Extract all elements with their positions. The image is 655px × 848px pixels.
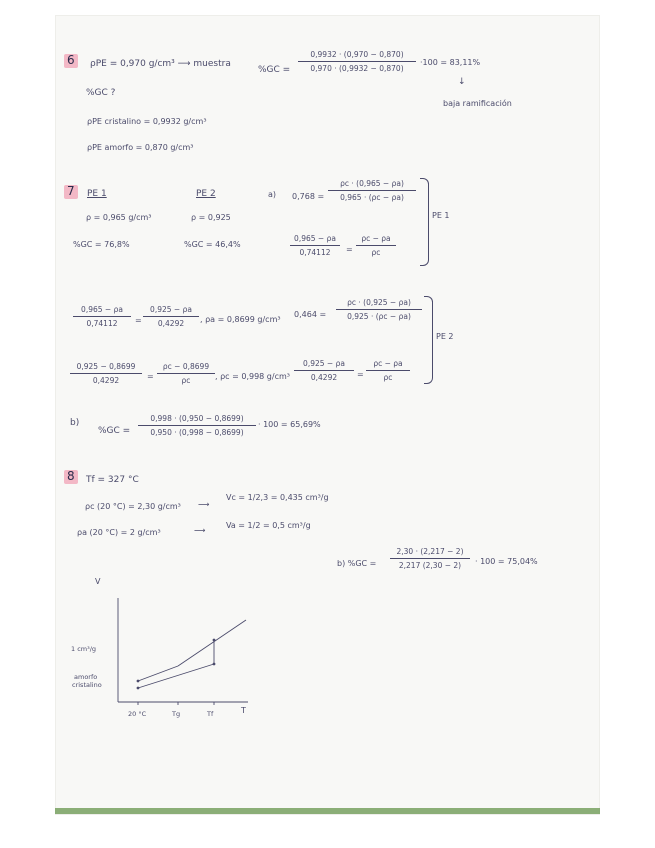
numerator: ρc − ρa (373, 359, 403, 368)
right-arrow-icon: ⟶ (198, 500, 210, 509)
p6-gc-lhs: %GC = (258, 65, 291, 75)
denominator: ρc (383, 373, 393, 382)
graph-x-axis-label: T (241, 706, 246, 715)
p7-r1b-lhs: 0,464 = (294, 310, 327, 319)
p8-vc: Vc = 1/2,3 = 0,435 cm³/g (226, 493, 329, 502)
right-arrow-icon: ⟶ (194, 526, 206, 535)
p6-gc-numerator: 0,9932 · (0,970 − 0,870) (310, 50, 404, 59)
denominator: 0,74112 (86, 319, 118, 328)
numerator: 0,965 − ρa (81, 305, 123, 314)
pe2-title: PE 2 (196, 189, 216, 199)
point-marker (137, 680, 140, 683)
equals-sign: = (357, 370, 364, 379)
crystalline-line (138, 664, 214, 688)
p6-density-crystalline: ρPE cristalino = 0,9932 g/cm³ (87, 117, 207, 126)
graph-label-crystalline: cristalino (72, 681, 102, 689)
pe2-density: ρ = 0,925 (191, 213, 231, 222)
p6-gc-denominator: 0,970 · (0,9932 − 0,870) (310, 64, 404, 73)
denominator: 0,925 · (ρc − ρa) (347, 312, 411, 321)
graph-y-tick: 1 cm³/g (71, 645, 97, 653)
point-marker (137, 687, 140, 690)
part-b-label: b) (70, 418, 80, 428)
p6-density-amorphous: ρPE amorfo = 0,870 g/cm³ (87, 143, 194, 152)
point-marker (213, 663, 216, 666)
equals-sign: = (135, 316, 142, 325)
pe1-density: ρ = 0,965 g/cm³ (86, 213, 152, 222)
amorphous-glassy-line (138, 666, 178, 681)
numerator: ρc · (0,925 − ρa) (347, 298, 411, 307)
p8-rho-amorphous: ρa (20 °C) = 2 g/cm³ (77, 528, 161, 537)
graph-x-tick-tg: Tg (172, 710, 181, 718)
pe1-gc: %GC = 76,8% (73, 240, 130, 249)
graph-y-axis-label: V (95, 577, 101, 586)
p7-a1-numerator: ρc · (0,965 − ρa) (340, 179, 404, 188)
pe2-tag: PE 2 (436, 332, 454, 341)
numerator: 0,925 − 0,8699 (76, 362, 136, 371)
pe1-title: PE 1 (87, 189, 107, 199)
part-a-label: a) (268, 190, 277, 199)
denominator: 0,74112 (299, 248, 331, 257)
denominator: ρc (371, 248, 381, 257)
pe2-gc: %GC = 46,4% (184, 240, 241, 249)
p6-note: baja ramificación (443, 99, 512, 108)
p6-gc-result: ·100 = 83,11% (420, 58, 481, 67)
numerator: 0,965 − ρa (294, 234, 336, 243)
p7-b-lhs: %GC = (98, 426, 131, 436)
amorphous-liquid-line (178, 620, 246, 666)
p8-b-lhs: b) %GC = (337, 559, 377, 568)
pe1-tag: PE 1 (432, 211, 450, 220)
p8-va: Va = 1/2 = 0,5 cm³/g (226, 521, 311, 530)
numerator: ρc − ρa (361, 234, 391, 243)
p8-melting-temp: Tf = 327 °C (86, 475, 139, 485)
graph-x-tick-20c: 20 °C (128, 710, 147, 718)
numerator: 0,925 − ρa (150, 305, 192, 314)
problem-6-number: 6 (67, 53, 75, 67)
p6-density-sample: ρPE = 0,970 g/cm³ ⟶ muestra (90, 59, 231, 69)
denominator: 0,4292 (92, 376, 120, 385)
p7-rho-a-result: , ρa = 0,8699 g/cm³ (200, 315, 281, 324)
denominator: 0,950 · (0,998 − 0,8699) (150, 428, 244, 437)
problem-7-number: 7 (67, 184, 75, 198)
down-arrow-icon: ↓ (458, 77, 466, 87)
denominator: ρc (181, 376, 191, 385)
graph-label-amorphous: amorfo (74, 673, 98, 681)
numerator: ρc − 0,8699 (162, 362, 210, 371)
denominator: 0,4292 (157, 319, 185, 328)
problem-8-number: 8 (67, 469, 75, 483)
equals-sign: = (147, 372, 154, 381)
denominator: 0,4292 (310, 373, 338, 382)
p6-gc-question: %GC ? (86, 88, 116, 98)
p7-a1-lhs: 0,768 = (292, 192, 325, 201)
p7-b-result: · 100 = 65,69% (258, 420, 321, 429)
numerator: 0,925 − ρa (303, 359, 345, 368)
graph-x-tick-tf: Tf (207, 710, 214, 718)
numerator: 2,30 · (2,217 − 2) (396, 547, 464, 556)
denominator: 2,217 (2,30 − 2) (398, 561, 462, 570)
p7-rho-c-result: , ρc = 0,998 g/cm³ (215, 372, 290, 381)
p7-a1-denominator: 0,965 · (ρc − ρa) (340, 193, 404, 202)
p8-b-result: · 100 = 75,04% (475, 557, 538, 566)
numerator: 0,998 · (0,950 − 0,8699) (150, 414, 244, 423)
equals-sign: = (346, 245, 353, 254)
point-marker (213, 639, 216, 642)
p8-rho-crystalline: ρc (20 °C) = 2,30 g/cm³ (85, 502, 181, 511)
